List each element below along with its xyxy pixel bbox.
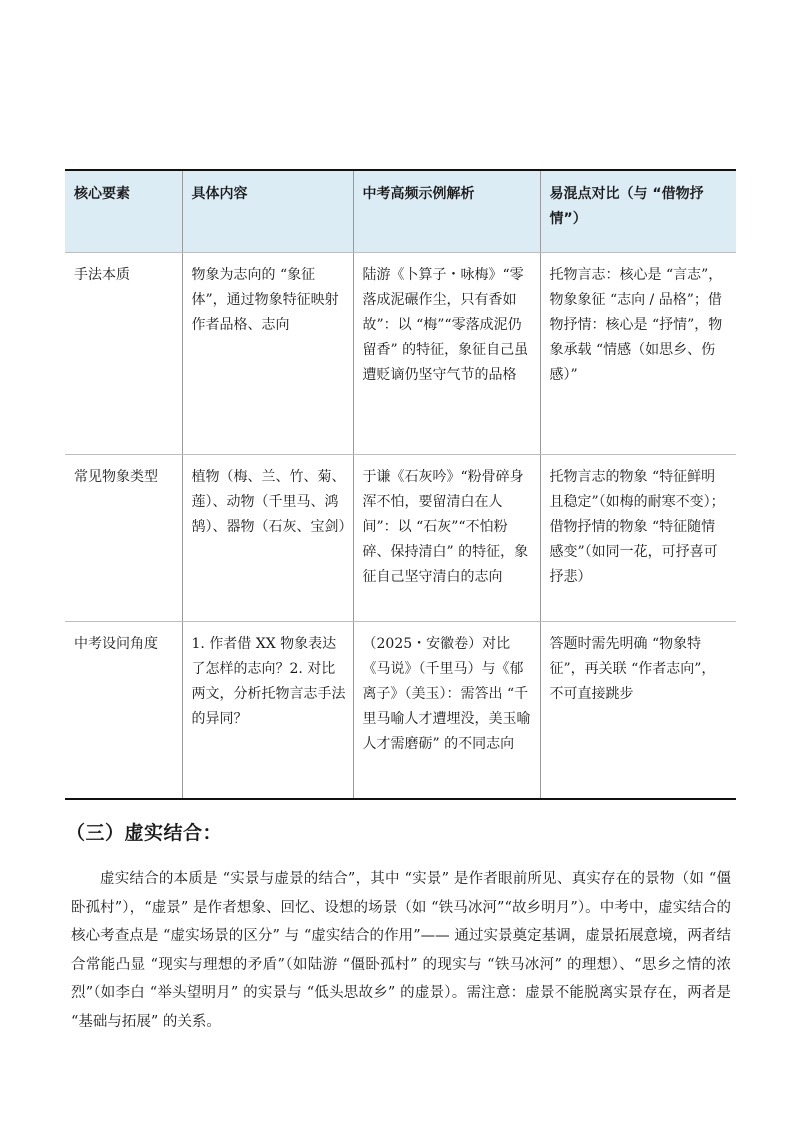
table-cell: 植物（梅、兰、竹、菊、莲）、动物（千里马、鸿鹄）、器物（石灰、宝剑） — [182, 455, 353, 622]
table-cell: （2025・安徽卷）对比《马说》（千里马）与《郁离子》（美玉）：需答出 “千里马喻人才遭埋没，美玉喻人才需磨砺” 的不同志向 — [353, 622, 540, 800]
table-cell: 托物言志：核心是 “言志”，物象象征 “志向 / 品格”；借物抒情：核心是 “抒情”，物象承载 “情感（如思乡、伤感）” — [540, 253, 736, 455]
table-cell: 于谦《石灰吟》“粉骨碎身浑不怕，要留清白在人间”：以 “石灰”“不怕粉碎、保持清白” 的特征，象征自己坚守清白的志向 — [353, 455, 540, 622]
table-row — [65, 455, 736, 622]
table-cell: 托物言志的物象 “特征鲜明且稳定”（如梅的耐寒不变）；借物抒情的物象 “特征随情感变”（如同一花，可抒喜可抒悲） — [540, 455, 736, 622]
table-cell: 手法本质 — [65, 253, 182, 455]
table-cell: 常见物象类型 — [65, 455, 182, 622]
table-cell: 物象为志向的 “象征体”，通过物象特征映射作者品格、志向 — [182, 253, 353, 455]
comparison-table — [65, 169, 736, 800]
table-header-row — [65, 170, 736, 253]
header-content: 具体内容 — [182, 170, 353, 253]
table-row — [65, 622, 736, 800]
table-cell: 中考设问角度 — [65, 622, 182, 800]
table-cell: 陆游《卜算子・咏梅》“零落成泥碾作尘，只有香如故”：以 “梅”“零落成泥仍留香” 的特征，象征自己虽遭贬谪仍坚守气节的品格 — [353, 253, 540, 455]
section-paragraph: 虚实结合的本质是 “实景与虚景的结合”，其中 “实景” 是作者眼前所见、真实存在的景物（如 “僵卧孤村”），“虚景” 是作者想象、回忆、设想的场景（如 “铁马冰河”“故乡明月”）。中考中，虚实结合的核心考查点是 “虚实场景的区分” 与 “虚实结合的作用”—— 通过实景奠定基调，虚景拓展意境，两者结合常能凸显 “现实与理想的矛盾”（如陆游 “僵卧孤村” 的现实与 “铁马冰河” 的理想）、“思乡之情的浓烈”（如李白 “举头望明月” 的实景与 “低头思故乡” 的虚景）。需注意：虚景不能脱离实景存在，两者是 “基础与拓展” 的关系。 — [71, 871, 731, 1030]
header-core-element: 核心要素 — [65, 170, 182, 253]
table-row — [65, 253, 736, 455]
section-heading: （三）虚实结合： — [66, 822, 223, 844]
header-exam-example: 中考高频示例解析 — [353, 170, 540, 253]
header-confusion-comparison: 易混点对比（与 “借物抒情”） — [540, 170, 736, 253]
table-cell: 1. 作者借 XX 物象表达了怎样的志向？2. 对比两文，分析托物言志手法的异同？ — [182, 622, 353, 800]
table-cell: 答题时需先明确 “物象特征”，再关联 “作者志向”，不可直接跳步 — [540, 622, 736, 800]
